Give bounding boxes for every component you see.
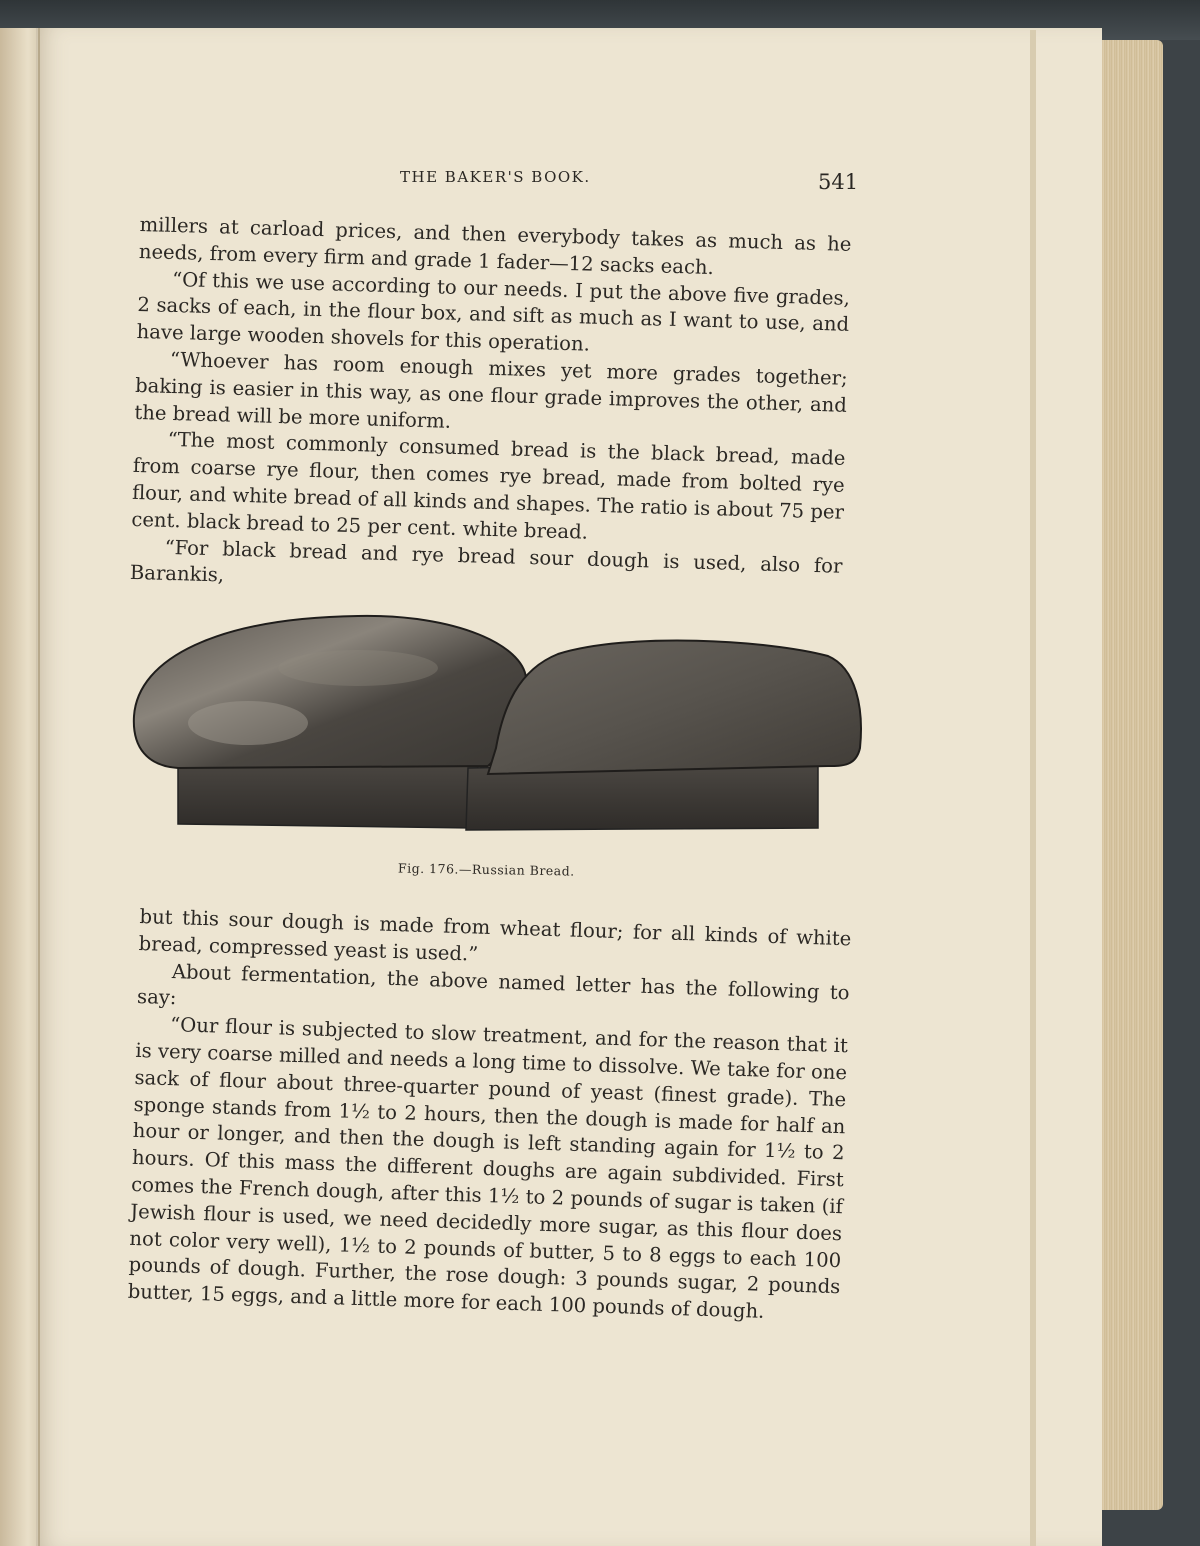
paragraph: About fermentation, the above named letter has the following to say:	[136, 959, 850, 1010]
page-number: 541	[818, 170, 859, 194]
paragraph: “Our flour is subjected to slow treatment, and for the reason that it is very coarse milled and needs a long time to dissolve. We take for one sack of flour about three-quarter pound of yeast (finest grade). The sponge stands from 1½ to 2 hours, then the dough is made for half an hour or longer, and then the dough is left standing again for 1½ to 2 hours. Of this mass the different doughs are again subdivided. First comes the French dough, after this 1½ to 2 pounds of sugar is taken (if Jewish flour is used, we need decidedly more sugar, as this flour does not color very well), 1½ to 2 pounds of butter, 5 to 8 eggs to each 100 pounds of dough. Further, the rose dough: 3 pounds sugar, 2 pounds butter, 15 eggs, and a little more for each 100 pounds of dough.	[127, 1013, 849, 1323]
text-block-bottom	[127, 904, 851, 1328]
running-head: THE BAKER'S BOOK.	[400, 168, 591, 186]
text-block-top	[130, 212, 852, 607]
paragraph: “For black bread and rye bread sour dough is used, also for Barankis,	[129, 535, 843, 587]
figure-caption: Fig. 176.—Russian Bread.	[397, 860, 575, 879]
gutter	[38, 28, 40, 1546]
paragraph: millers at carload prices, and then everybody takes as much as he needs, from every firm and grade 1 fader—12 sacks each.	[138, 212, 852, 279]
paragraph: but this sour dough is made from wheat flour; for all kinds of white bread, compressed yeast is used.”	[138, 904, 852, 966]
russian-bread-illustration	[128, 598, 864, 842]
paragraph: “The most commonly consumed bread is the black bread, made from coarse rye flour, then comes rye bread, made from bolted rye flour, and white bread of all kinds and shapes. The ratio is about 75 per cent. black bread to 25 per cent. white bread.	[131, 428, 846, 544]
paragraph: “Of this we use according to our needs. I put the above five grades, 2 sacks of each, in the flour box, and sift as much as I want to use, and have large wooden shovels for this operation.	[136, 267, 851, 356]
page-fold	[1030, 30, 1036, 1546]
paragraph: “Whoever has room enough mixes yet more grades together; baking is easier in this way, as one flour grade improves the other, and the bread will be more uniform.	[134, 347, 848, 433]
left-page-edge	[0, 28, 40, 1546]
page-block-edges	[1095, 40, 1163, 1510]
